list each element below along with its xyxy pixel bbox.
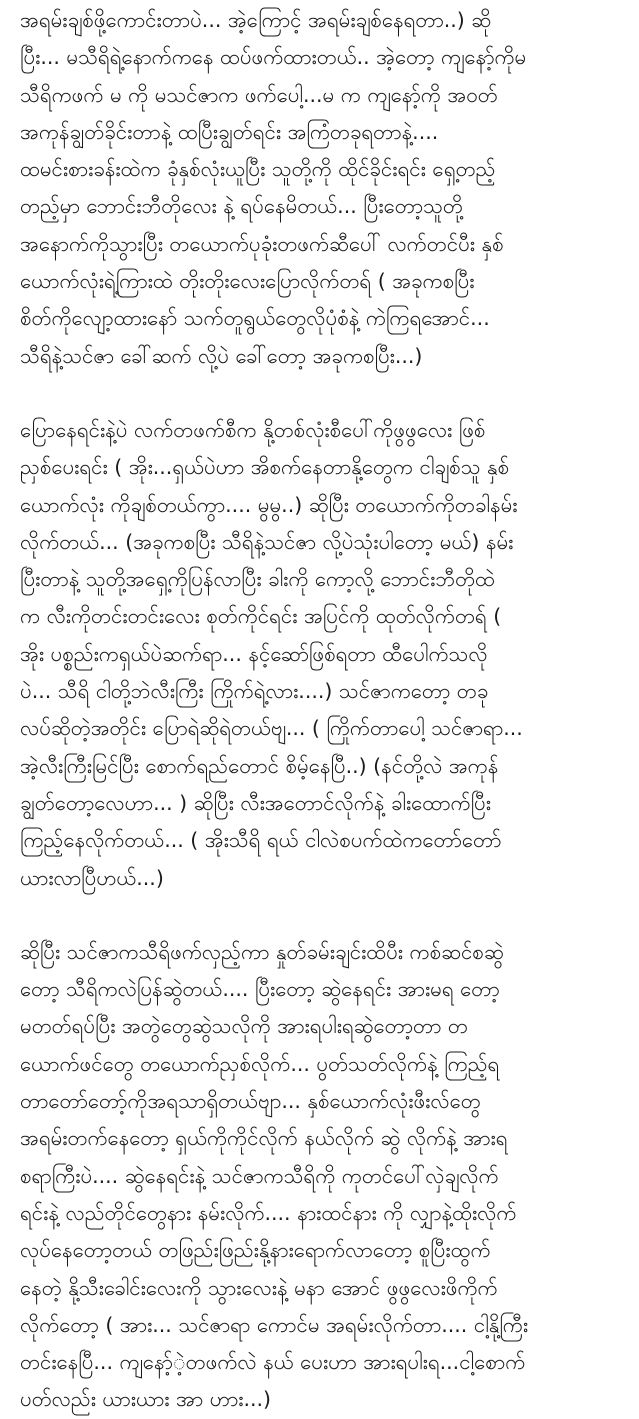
text-line: အကုန်ချွတ်ခိုင်းတာနဲ့ ထပြီးချွတ်ရင်း အကြံတခုရတာနဲ့.... xyxy=(20,119,439,144)
text-line: တာတော်တော့်ကိုအရသာရှိတယ်ဗျာ... နှစ်ယောက်လုံးဖီးလ်တွေ xyxy=(20,1089,481,1114)
text-line: ပတ်လည်း ယားယား အာ ဟား...) xyxy=(20,1387,271,1412)
text-line: သီရိနဲ့သင်ဇာ ခေါ်ဆက် လို့ပဲ ခေါ်တော့ အခုကစပြီး...) xyxy=(20,343,423,368)
text-line: စိတ်ကိုလျော့ထားနော် သက်တူရွယ်တွေလိုပုံစံနဲ့ ကဲကြရအောင်... xyxy=(20,306,490,331)
paragraph-spacer xyxy=(20,375,621,412)
text-line: ညှစ်ပေးရင်း ( အိုး...ရှယ်ပဲဟာ အိစက်နေတာနို့တွေက ငါချစ်သူ နှစ် xyxy=(20,455,510,480)
text-line: လပ်ဆိုတဲ့အတိုင်း ပြောရဲဆိုရဲတယ်ဗျ... ( ကြိုက်တာပေါ့ သင်ဇာရာ... xyxy=(20,716,523,741)
paragraph-spacer xyxy=(20,897,621,934)
text-line: အနောက်ကိုသွားပြီး တယောက်ပုခုံးတဖက်ဆီပေါ် လက်တင်ပီး နှစ် xyxy=(20,231,504,256)
text-line: ချွတ်တော့လေဟာ... ) ဆိုပြီး လီးအတောင်လိုက်နဲ့ ခါးထောက်ပြီး xyxy=(20,790,491,815)
text-line: လုပ်နေတော့တယ် တဖြည်းဖြည်းနို့နားရောက်လာတော့ စူပြီးထွက် xyxy=(20,1238,491,1263)
text-line: တော့ သီရိကလဲပြန်ဆွဲတယ်.... ပြီးတော့ ဆွဲနေရင်း အားမရ တော့ xyxy=(20,977,500,1002)
text-line: ကြည့်နေလိုက်တယ်... ( အိုးသီရိ ရယ် ငါလဲစပက်ထဲကတော်တော် xyxy=(20,828,502,853)
text-line: စရာကြီးပဲ.... ဆွဲနေရင်းနဲ့ သင်ဇာကသီရိကို ကုတင်ပေါ်လှဲချလိုက် xyxy=(20,1163,499,1188)
paragraph-3 xyxy=(20,934,621,1419)
text-line: ထမင်းစားခန်းထဲက ခုံနှစ်လုံးယူပြီး သူတို့ကို ထိုင်ခိုင်းရင်း ရှေ့တည့် xyxy=(20,157,496,182)
text-line: ရင်းနဲ့ လည်တိုင်တွေနား နမ်းလိုက်.... နားထင်နား ကို လျှာနဲ့ထိုးလိုက် xyxy=(20,1200,517,1225)
text-line: ပြောနေရင်းနဲ့ပဲ လက်တဖက်စီက နို့တစ်လုံးစီပေါ်ကိုဖွဖွလေး ဖြစ် xyxy=(20,417,486,442)
text-line: နေတဲ့ နို့သီးခေါင်းလေးကို သွားလေးနဲ့ မနာ အောင် ဖွဖွလေးဖိကိုက် xyxy=(20,1275,498,1300)
text-line: လိုက်တယ်... (အခုကစပြီး သီရိနဲ့သင်ဇာ လို့ပဲသုံးပါတော့ မယ်) နမ်း xyxy=(20,529,514,554)
text-line: ယောက်ဖင်တွေ တယောက်ညှစ်လိုက်... ပွတ်သတ်လိုက်နဲ့ ကြည့်ရ xyxy=(20,1051,500,1076)
text-line: အရမ်းချစ်ဖို့ကောင်းတာပဲ... အဲ့ကြောင့် အရမ်းချစ်နေရတာ..) ဆို xyxy=(20,8,492,32)
paragraph-1 xyxy=(20,2,621,375)
text-line: ယားလာပြီဟယ်...) xyxy=(20,865,164,890)
text-line: ပဲ... သီရိ ငါတို့ဘဲလီးကြီး ကြိုက်ရဲ့လား....) သင်ဇာကတော့ တခု xyxy=(20,679,489,704)
text-line: ယောက်လုံးရဲ့ကြားထဲ တိုးတိုးလေးပြောလိုက်တရ် ( အခုကစပြီး xyxy=(20,269,475,294)
paragraph-2 xyxy=(20,412,621,897)
text-line: တည့်မှာ ဘောင်းဘီတိုလေး နဲ့ ရပ်နေမိတယ်... ပြီးတော့သူတို့ xyxy=(20,194,463,219)
text-line: မတတ်ရပ်ပြီး အတွဲတွေဆွဲသလိုကို အားရပါးရဆွဲတော့တာ တ xyxy=(20,1014,468,1039)
text-line: ဆိုပြီး သင်ဇာကသီရိဖက်လှည့်ကာ နှုတ်ခမ်းချင်းထိပီး ကစ်ဆင်စဆွဲ xyxy=(20,939,504,964)
text-line: ပြီးတာနဲ့ သူတို့အရှေ့ကိုပြန်လာပြီး ခါးကို ကော့လို့ ဘောင်းဘီတိုထဲ xyxy=(20,567,495,592)
text-line: တင်းနေပြီ... ကျနော့်ဲ့တဖက်လဲ နယ် ပေးဟာ အားရပါးရ...ငါ့စောက် xyxy=(20,1350,526,1375)
text-line: ပြီး... မသီရိရဲ့နောက်ကနေ ထပ်ဖက်ထားတယ်.. အဲ့တော့ ကျနော့်ကိုမ xyxy=(20,45,527,70)
text-line: အိုး ပစ္စည်းကရှယ်ပဲဆက်ရာ... နင့်ဆော်ဖြစ်ရတာ ထီပေါက်သလို xyxy=(20,641,488,666)
text-line: အဲ့လီးကြီးမြင်ပြီး စောက်ရည်တောင် စိမ့်နေပြီ..) (နင်တို့လဲ အကုန် xyxy=(20,753,499,778)
text-line: လိုက်တော့ ( အား... သင်ဇာရာ ကောင်မ အရမ်းလိုက်တာ.... ငါ့နို့ကြီး xyxy=(20,1312,529,1337)
text-line: အရမ်းတက်နေတော့ ရှယ်ကိုကိုင်လိုက် နယ်လိုက် ဆွဲ လိုက်နဲ့ အားရ xyxy=(20,1126,508,1151)
text-line: က လီးကိုတင်းတင်းလေး စုတ်ကိုင်ရင်း အပြင်ကို ထုတ်လိုက်တရ် ( xyxy=(20,604,502,629)
text-line: သီရိကဖက် မ ကို မသင်ဇာက ဖက်ပေါ့...မ က ကျနော့်ကို အဝတ် xyxy=(20,82,498,107)
text-line: ယောက်လုံး ကိုချစ်တယ်ကွာ.... မွမွ..) ဆိုပြီး တယောက်ကိုတခါနမ်း xyxy=(20,492,518,517)
